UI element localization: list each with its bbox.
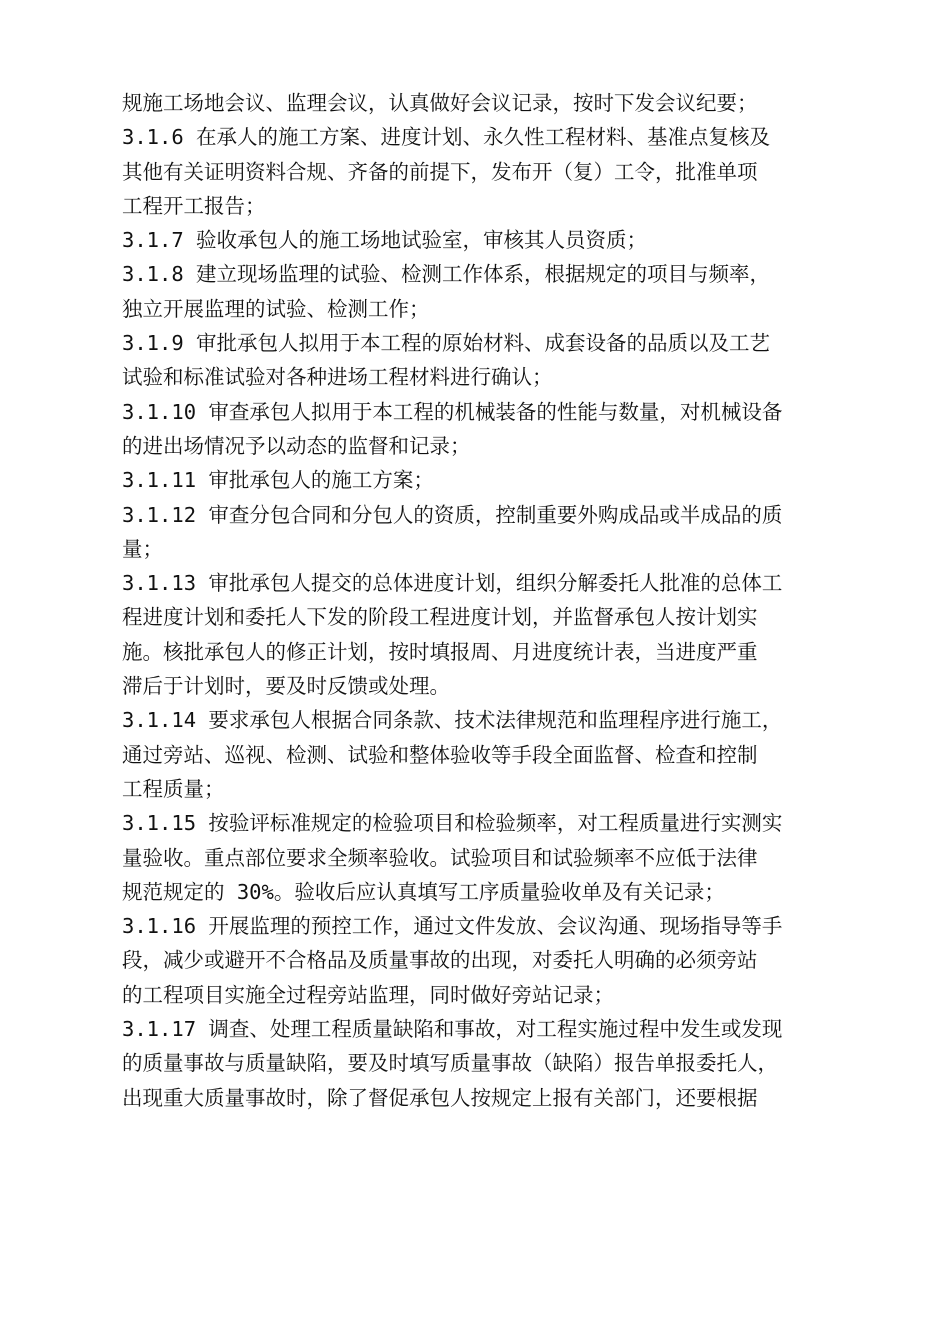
text-line: 段，减少或避开不合格品及质量事故的出现，对委托人明确的必须旁站 <box>122 948 758 973</box>
text-line: 施。核批承包人的修正计划，按时填报周、月进度统计表，当进度严重 <box>122 639 758 664</box>
text-line: 3.1.9 审批承包人拟用于本工程的原始材料、成套设备的品质以及工艺 <box>122 331 771 356</box>
text-line: 3.1.13 审批承包人提交的总体进度计划，组织分解委托人批准的总体工 <box>122 571 783 596</box>
paragraph <box>122 463 822 497</box>
text-line: 工程开工报告； <box>122 193 266 218</box>
paragraph <box>122 909 822 1012</box>
text-line: 的进出场情况予以动态的监督和记录； <box>122 433 471 458</box>
text-line: 3.1.14 要求承包人根据合同条款、技术法律规范和监理程序进行施工， <box>122 708 783 733</box>
paragraph <box>122 223 822 257</box>
text-line: 滞后于计划时，要及时反馈或处理。 <box>122 674 450 699</box>
text-line: 的质量事故与质量缺陷，要及时填写质量事故（缺陷）报告单报委托人， <box>122 1051 778 1076</box>
text-line: 3.1.7 验收承包人的施工场地试验室，审核其人员资质； <box>122 228 648 253</box>
text-line: 的工程项目实施全过程旁站监理，同时做好旁站记录； <box>122 982 614 1007</box>
text-line: 3.1.16 开展监理的预控工作，通过文件发放、会议沟通、现场指导等手 <box>122 914 783 939</box>
paragraph <box>122 703 822 806</box>
paragraph <box>122 498 822 567</box>
text-line: 试验和标准试验对各种进场工程材料进行确认； <box>122 365 553 390</box>
text-line: 3.1.15 按验评标准规定的检验项目和检验频率，对工程质量进行实测实 <box>122 811 783 836</box>
paragraph <box>122 566 822 703</box>
paragraph <box>122 326 822 395</box>
paragraph <box>122 120 822 223</box>
text-line: 量； <box>122 536 163 561</box>
text-line: 独立开展监理的试验、检测工作； <box>122 296 430 321</box>
text-line: 工程质量； <box>122 776 225 801</box>
paragraph <box>122 806 822 909</box>
text-line: 3.1.8 建立现场监理的试验、检测工作体系，根据规定的项目与频率， <box>122 262 771 287</box>
text-line: 3.1.6 在承人的施工方案、进度计划、永久性工程材料、基准点复核及 <box>122 125 771 150</box>
text-line: 规范规定的 30%。验收后应认真填写工序质量验收单及有关记录； <box>122 879 725 904</box>
text-line: 量验收。重点部位要求全频率验收。试验项目和试验频率不应低于法律 <box>122 845 758 870</box>
text-line: 3.1.17 调查、处理工程质量缺陷和事故，对工程实施过程中发生或发现 <box>122 1017 783 1042</box>
paragraph <box>122 257 822 326</box>
text-line: 3.1.10 审查承包人拟用于本工程的机械装备的性能与数量，对机械设备 <box>122 399 783 424</box>
text-line: 3.1.11 审批承包人的施工方案； <box>122 468 434 493</box>
paragraph <box>122 86 822 120</box>
text-line: 程进度计划和委托人下发的阶段工程进度计划，并监督承包人按计划实 <box>122 605 758 630</box>
text-line: 规施工场地会议、监理会议，认真做好会议记录，按时下发会议纪要； <box>122 91 758 115</box>
text-line: 其他有关证明资料合规、齐备的前提下，发布开（复）工令，批准单项 <box>122 159 758 184</box>
text-line: 出现重大质量事故时，除了督促承包人按规定上报有关部门，还要根据 <box>122 1085 758 1110</box>
paragraph <box>122 395 822 464</box>
text-line: 通过旁站、巡视、检测、试验和整体验收等手段全面监督、检查和控制 <box>122 742 758 767</box>
text-line: 3.1.12 审查分包合同和分包人的资质，控制重要外购成品或半成品的质 <box>122 502 783 527</box>
paragraph <box>122 1012 822 1115</box>
document-body <box>122 86 822 1115</box>
